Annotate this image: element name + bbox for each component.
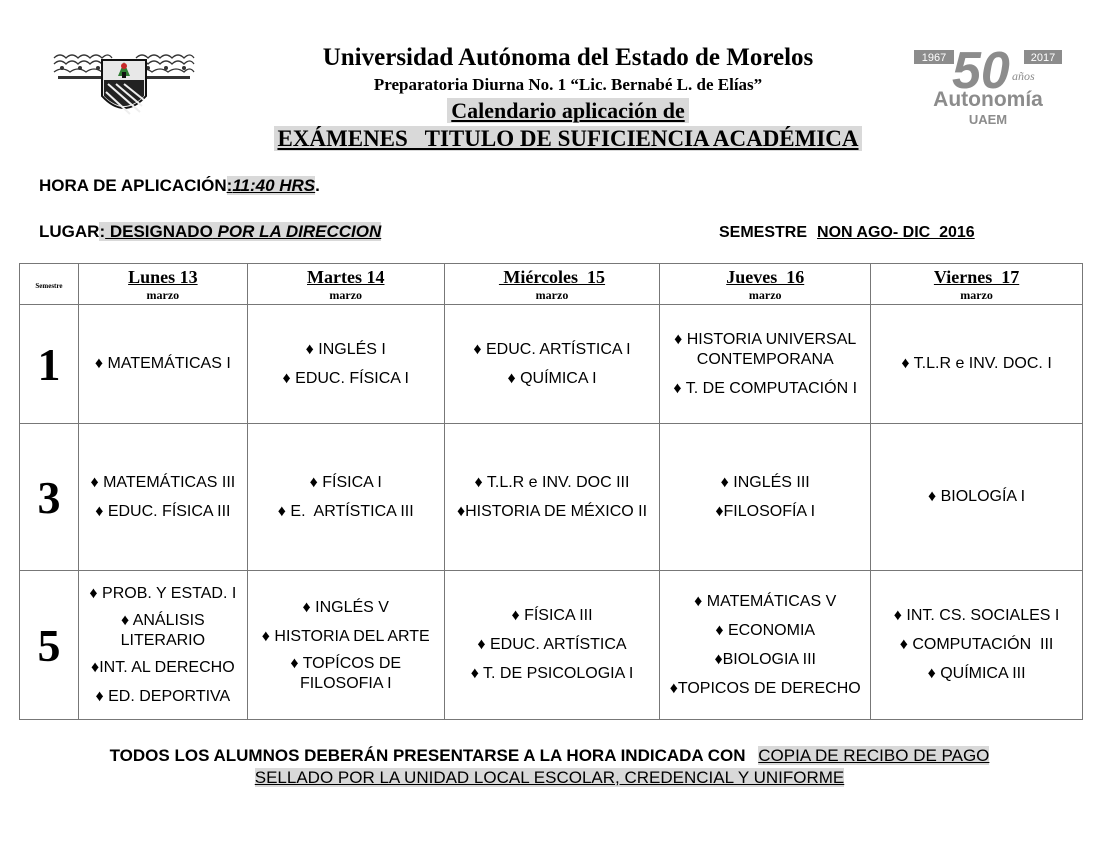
subject-cell — [444, 305, 660, 424]
lugar-value-direccion: POR LA DIRECCION — [212, 222, 382, 241]
subject-item: ♦ MATEMÁTICAS V — [694, 592, 837, 610]
hora-period: . — [315, 176, 320, 195]
autonomia-word: Autonomía — [933, 88, 1043, 111]
subject-item: ♦ EDUC. FÍSICA III — [95, 502, 231, 520]
subject-item: ♦ ED. DEPORTIVA — [95, 687, 231, 705]
day-name: Viernes 17 — [933, 267, 1020, 287]
semester-number: 1 — [37, 338, 61, 390]
subject-cell — [660, 305, 871, 424]
footer-notice-line-1 — [0, 746, 1099, 766]
subject-cell — [247, 571, 444, 720]
semester-number-cell — [20, 424, 79, 571]
table-row — [20, 424, 1083, 571]
day-month: marzo — [329, 288, 363, 302]
subject-item: ♦ FÍSICA I — [309, 473, 382, 491]
subject-item: ♦ PROB. Y ESTAD. I — [89, 584, 237, 602]
uaem-word: UAEM — [968, 112, 1008, 127]
day-name: Jueves 16 — [726, 267, 805, 287]
year-start-text: 1967 — [921, 52, 947, 64]
day-name: Miércoles 15 — [498, 267, 606, 287]
subject-item: ♦ HISTORIA DEL ARTE — [261, 628, 430, 645]
lugar-colon: : — [99, 222, 106, 241]
day-header — [660, 264, 871, 305]
calendar-title — [180, 98, 956, 124]
subject-cell — [444, 571, 660, 720]
subject-cell — [78, 571, 247, 720]
table-row — [20, 305, 1083, 424]
subject-cell — [660, 424, 871, 571]
subject-item: ♦ BIOLOGÍA I — [928, 488, 1026, 505]
hora-colon: : — [226, 176, 233, 195]
calendar-title-text: Calendario aplicación de — [447, 98, 688, 123]
day-header — [871, 264, 1083, 305]
subject-item: ♦TOPICOS DE DERECHO — [669, 679, 861, 697]
subject-cell — [660, 571, 871, 720]
semester-number: 3 — [37, 471, 61, 523]
day-header — [247, 264, 444, 305]
autonomia-50-anniversary-logo — [912, 34, 1064, 128]
subject-cell — [871, 571, 1083, 720]
application-time — [39, 176, 320, 196]
subject-item: ♦ MATEMÁTICAS I — [94, 355, 231, 372]
subject-item: ♦ ECONOMIA — [715, 621, 816, 639]
footer-notice-line-2 — [0, 768, 1099, 788]
hora-label: HORA DE APLICACIÓN — [39, 176, 227, 195]
footer-notice-highlight: COPIA DE RECIBO DE PAGO — [758, 746, 990, 765]
table-header-row — [20, 264, 1083, 305]
subject-item: ♦HISTORIA DE MÉXICO II — [456, 502, 648, 520]
subject-item: ♦ EDUC. ARTÍSTICA — [477, 636, 627, 653]
lugar-value-designado: DESIGNADO — [105, 222, 213, 241]
subject-item: ♦ COMPUTACIÓN III — [899, 636, 1054, 653]
table-row — [20, 571, 1083, 720]
semester-line — [719, 224, 975, 242]
subject-cell — [78, 424, 247, 571]
exam-schedule-table — [19, 263, 1083, 720]
subject-item: ♦ INGLÉS I — [305, 340, 386, 358]
subject-cell — [444, 424, 660, 571]
year-end-text: 2017 — [1030, 52, 1056, 64]
day-name: Lunes 13 — [128, 267, 198, 287]
location-line — [39, 222, 381, 242]
subject-cell — [247, 305, 444, 424]
hora-value: 11:40 HRS — [232, 176, 316, 195]
years-word: años — [1012, 69, 1035, 83]
semester-column-header — [20, 264, 79, 305]
subject-cell — [871, 424, 1083, 571]
lugar-label: LUGAR — [39, 222, 100, 241]
exam-title-text: EXÁMENES TITULO DE SUFICIENCIA ACADÉMICA — [274, 126, 861, 151]
subject-item: ♦ INT. CS. SOCIALES I — [893, 607, 1060, 624]
lugar-value — [99, 222, 381, 241]
semestre-label: SEMESTRE — [719, 224, 808, 241]
subject-cell — [247, 424, 444, 571]
subject-item: ♦ INGLÉS III — [720, 473, 810, 491]
semester-number-cell — [20, 571, 79, 720]
semester-number-cell — [20, 305, 79, 424]
semestre-value: NON AGO- DIC 2016 — [817, 224, 975, 241]
school-subtitle: Preparatoria Diurna No. 1 “Lic. Bernabé L. de Elías” — [373, 75, 763, 94]
subject-item: ♦ E. ARTÍSTICA III — [277, 502, 414, 520]
school-crest-logo — [50, 50, 198, 122]
subject-item: ♦ QUÍMICA III — [927, 665, 1026, 682]
subject-cell — [78, 305, 247, 424]
day-month: marzo — [960, 288, 993, 302]
day-month: marzo — [146, 288, 180, 302]
subject-item: ♦ T.L.R e INV. DOC. I — [901, 355, 1052, 372]
day-name: Martes 14 — [307, 267, 385, 287]
day-header — [78, 264, 247, 305]
university-title: Universidad Autónoma del Estado de Morelos — [322, 44, 814, 71]
subject-item: ♦BIOLOGIA III — [714, 650, 816, 668]
footer-notice-line-2-text: SELLADO POR LA UNIDAD LOCAL ESCOLAR, CREDENCIAL Y UNIFORME — [254, 768, 845, 787]
day-month: marzo — [535, 288, 569, 302]
day-month: marzo — [748, 288, 782, 302]
semester-header-text: Semestre — [35, 282, 63, 290]
subject-item: ♦FILOSOFÍA I — [715, 502, 816, 520]
subject-item: ♦ EDUC. FÍSICA I — [282, 369, 409, 387]
subject-item: ♦ MATEMÁTICAS III — [90, 473, 236, 491]
day-header — [444, 264, 660, 305]
subject-item: ♦ TOPÍCOS DE FILOSOFIA I — [290, 655, 402, 692]
subject-item: ♦ T.L.R e INV. DOC III — [474, 473, 630, 491]
subject-cell — [871, 305, 1083, 424]
subject-item: ♦ HISTORIA UNIVERSAL CONTEMPORANA — [674, 330, 857, 368]
subject-item: ♦ T. DE PSICOLOGIA I — [470, 665, 634, 682]
subject-item: ♦ QUÍMICA I — [507, 369, 597, 387]
subject-item: ♦INT. AL DERECHO — [91, 658, 235, 676]
subject-item: ♦ FÍSICA III — [511, 607, 593, 624]
fifty-number: 50 — [952, 42, 1010, 100]
subject-item: ♦ ANÁLISIS LITERARIO — [120, 611, 206, 649]
subject-item: ♦ EDUC. ARTÍSTICA I — [473, 340, 631, 358]
subject-item: ♦ T. DE COMPUTACIÓN I — [673, 379, 858, 397]
exam-title — [180, 126, 956, 152]
semester-number: 5 — [37, 619, 61, 671]
footer-notice-bold: TODOS LOS ALUMNOS DEBERÁN PRESENTARSE A LA HORA INDICADA CON — [109, 746, 751, 765]
subject-item: ♦ INGLÉS V — [302, 599, 389, 616]
